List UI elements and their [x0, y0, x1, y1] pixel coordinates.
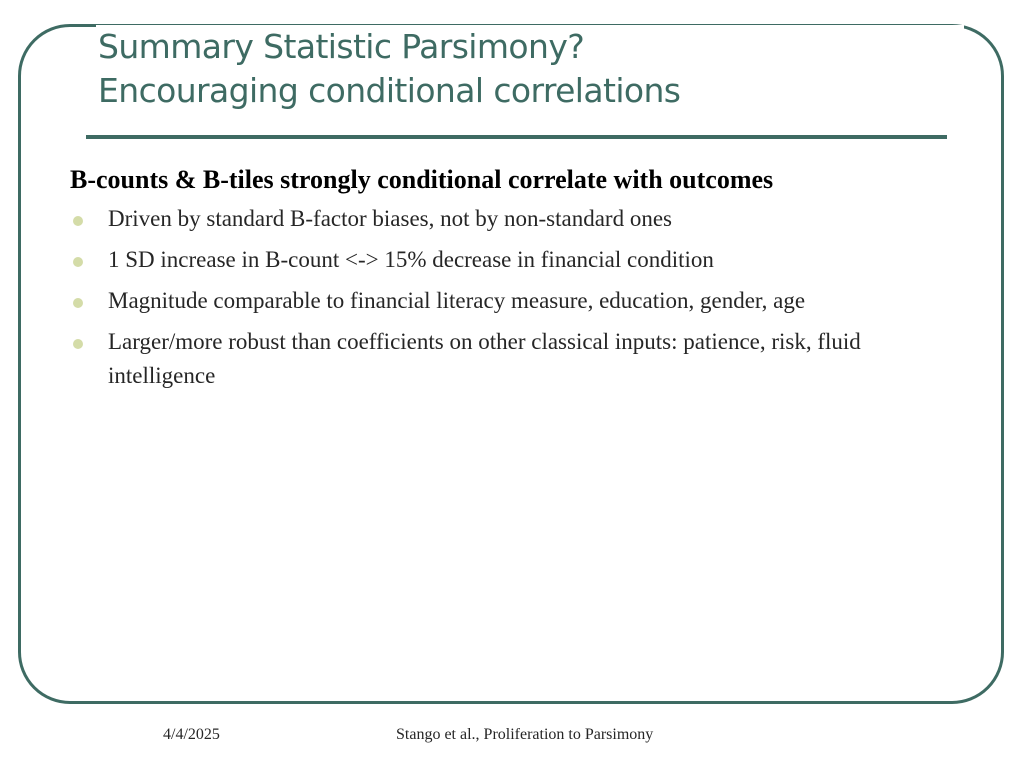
- body-heading: B-counts & B-tiles strongly conditional correlate with outcomes: [70, 165, 774, 194]
- title-line-2: Encouraging conditional correlations: [98, 71, 681, 110]
- bullet-dot-icon: [73, 298, 83, 308]
- bullet-text: Driven by standard B-factor biases, not by non-standard ones: [108, 206, 672, 231]
- bullet-text: Larger/more robust than coefficients on other classical inputs: patience, risk, fluid intelligence: [108, 329, 861, 388]
- bullet-dot-icon: [73, 216, 83, 226]
- bullet-text: 1 SD increase in B-count <-> 15% decrease in financial condition: [108, 247, 714, 272]
- title-line-1: Summary Statistic Parsimony?: [98, 27, 585, 66]
- bullet-item: [70, 243, 970, 277]
- bullet-text: Magnitude comparable to financial literacy measure, education, gender, age: [108, 288, 806, 313]
- footer-date: 4/4/2025: [163, 726, 220, 743]
- bullet-item: [70, 325, 970, 393]
- footer-source: Stango et al., Proliferation to Parsimony: [396, 726, 654, 743]
- bullet-item: [70, 202, 970, 236]
- title-divider: [86, 135, 947, 139]
- bullet-dot-icon: [73, 257, 83, 267]
- bullet-dot-icon: [73, 339, 83, 349]
- slide-body: [70, 160, 970, 400]
- bullet-item: [70, 284, 970, 318]
- slide-title: [96, 25, 964, 113]
- bullet-list: [70, 202, 970, 393]
